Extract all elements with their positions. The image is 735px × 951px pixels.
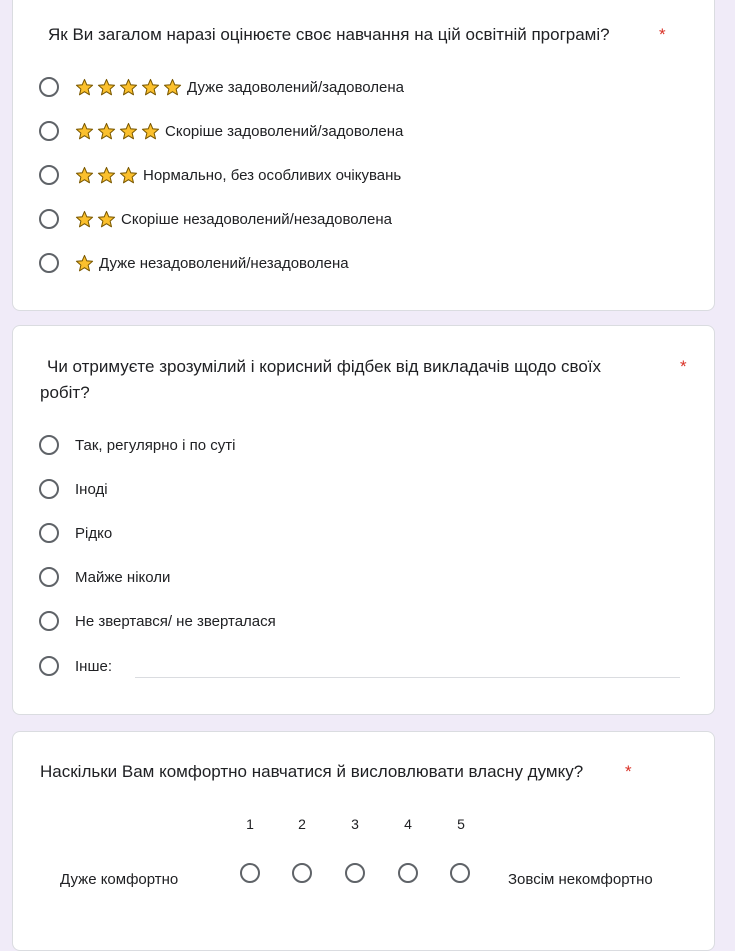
scale-min-label: Дуже комфортно xyxy=(60,871,179,888)
option-almost-never[interactable] xyxy=(39,564,170,590)
star-icon xyxy=(163,78,182,97)
star-icon xyxy=(75,166,94,185)
option-label: Скоріше незадоволений/незадоволена xyxy=(121,210,392,228)
option-label: Скоріше задоволений/задоволена xyxy=(165,122,404,140)
star-icon xyxy=(119,122,138,141)
required-asterisk: * xyxy=(680,357,687,376)
star-icon xyxy=(75,210,94,229)
option-label: Не звертався/ не зверталася xyxy=(75,612,276,630)
scale-label-5: 5 xyxy=(457,816,465,832)
radio-button[interactable] xyxy=(39,77,59,97)
option-not-asked[interactable] xyxy=(39,608,276,634)
question-card-overall-rating xyxy=(12,0,715,311)
radio-button[interactable] xyxy=(39,611,59,631)
option-2-stars[interactable] xyxy=(39,206,392,232)
option-5-stars[interactable] xyxy=(39,74,404,100)
scale-label-1: 1 xyxy=(246,816,254,832)
star-icon xyxy=(75,254,94,273)
star-rating-4 xyxy=(75,122,160,141)
radio-button[interactable] xyxy=(39,435,59,455)
option-label: Так, регулярно і по суті xyxy=(75,436,236,454)
option-label: Рідко xyxy=(75,524,113,542)
star-icon xyxy=(97,166,116,185)
scale-max-label: Зовсім некомфортно xyxy=(508,871,653,888)
radio-button[interactable] xyxy=(39,479,59,499)
option-4-stars[interactable] xyxy=(39,118,403,144)
required-asterisk: * xyxy=(625,762,632,781)
scale-radio-4[interactable] xyxy=(398,863,418,883)
star-rating-2 xyxy=(75,210,116,229)
star-icon xyxy=(119,78,138,97)
star-icon xyxy=(141,122,160,141)
scale-label-2: 2 xyxy=(298,816,306,832)
radio-button[interactable] xyxy=(39,656,59,676)
question-card-comfort-scale xyxy=(12,731,715,951)
radio-button[interactable] xyxy=(39,253,59,273)
star-icon xyxy=(119,166,138,185)
star-icon xyxy=(97,78,116,97)
option-label: Нормально, без особливих очікувань xyxy=(143,166,402,184)
option-3-stars[interactable] xyxy=(39,162,401,188)
option-label: Іноді xyxy=(75,480,108,498)
scale-radio-2[interactable] xyxy=(292,863,312,883)
option-sometimes[interactable] xyxy=(39,476,108,502)
star-icon xyxy=(97,122,116,141)
question-card-feedback xyxy=(12,325,715,715)
star-icon xyxy=(75,78,94,97)
option-rarely[interactable] xyxy=(39,520,112,546)
option-1-star[interactable] xyxy=(39,250,349,276)
star-icon xyxy=(97,210,116,229)
radio-button[interactable] xyxy=(39,165,59,185)
scale-label-4: 4 xyxy=(404,816,412,832)
star-rating-5 xyxy=(75,78,182,97)
option-label: Майже ніколи xyxy=(75,568,171,586)
required-asterisk: * xyxy=(659,25,666,44)
radio-button[interactable] xyxy=(39,209,59,229)
question-title: Наскільки Вам комфортно навчатися й висловлювати власну думку? xyxy=(40,762,584,781)
scale-radio-5[interactable] xyxy=(450,863,470,883)
scale-radio-1[interactable] xyxy=(240,863,260,883)
question-title-line1: Чи отримуєте зрозумілий і корисний фідбек від викладачів щодо своїх xyxy=(47,357,602,376)
option-label: Дуже задоволений/задоволена xyxy=(187,78,404,96)
other-text-input[interactable] xyxy=(135,677,680,678)
star-icon xyxy=(75,122,94,141)
option-regularly[interactable] xyxy=(39,432,235,458)
option-label: Дуже незадоволений/незадоволена xyxy=(99,254,349,272)
star-rating-3 xyxy=(75,166,138,185)
radio-button[interactable] xyxy=(39,121,59,141)
option-label: Інше: xyxy=(75,657,112,675)
radio-button[interactable] xyxy=(39,523,59,543)
scale-radio-3[interactable] xyxy=(345,863,365,883)
scale-label-3: 3 xyxy=(351,816,359,832)
star-icon xyxy=(141,78,160,97)
question-title-line2: робіт? xyxy=(40,383,90,402)
question-title: Як Ви загалом наразі оцінюєте своє навчання на цій освітній програмі? xyxy=(48,25,610,44)
radio-button[interactable] xyxy=(39,567,59,587)
star-rating-1 xyxy=(75,254,94,273)
option-other[interactable] xyxy=(39,653,112,679)
